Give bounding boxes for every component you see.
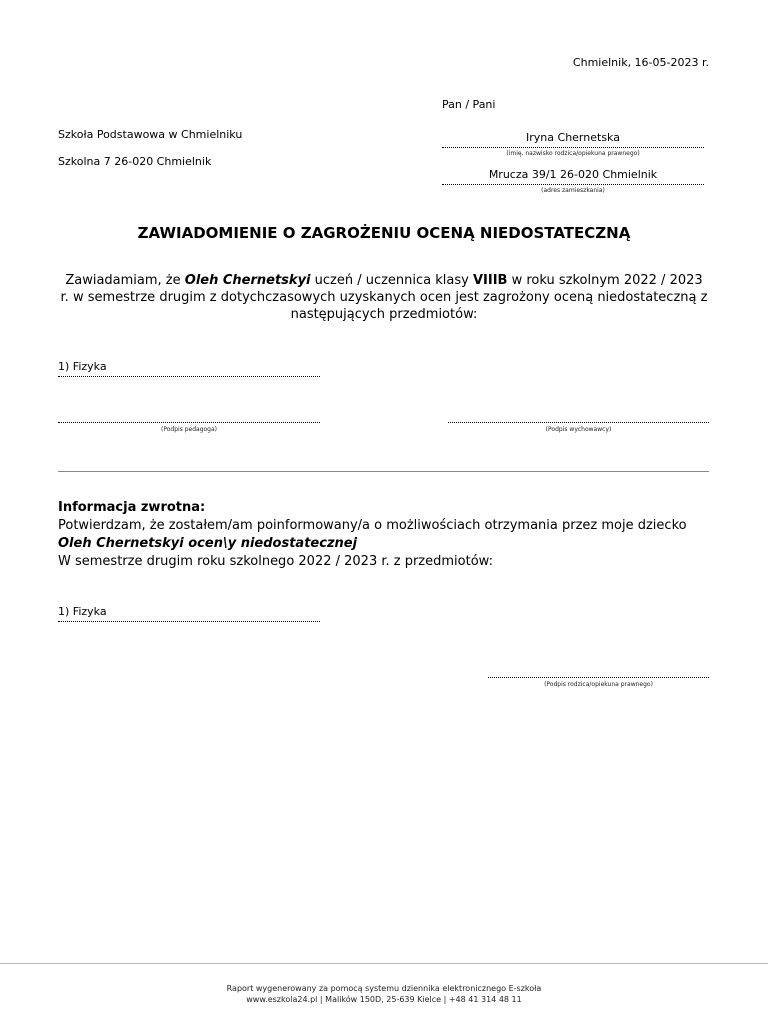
feedback-line-2: W semestrze drugim roku szkolnego 2022 / 2023 r. z przedmiotów: xyxy=(58,554,493,569)
parent-name-block xyxy=(442,131,704,157)
feedback-subject-item xyxy=(58,605,320,622)
teacher-signature-caption: (Podpis pedagoga) xyxy=(160,426,218,433)
feedback-confirmation xyxy=(58,517,709,553)
parent-address-block xyxy=(442,168,704,194)
document-title: ZAWIADOMIENIE O ZAGROŻENIU OCENĄ NIEDOSTATECZNĄ xyxy=(137,224,631,242)
feedback-subject-line xyxy=(58,621,320,622)
homeroom-signature-caption: (Podpis wychowawcy) xyxy=(545,426,612,433)
notice-text-3: w roku szkolnym 2022 / 2023 r. w semestrze drugim z dotychczasowych uzyskanych ocen jest zagrożony oceną niedostateczną z następujących przedmiotów: xyxy=(60,273,708,322)
school-address: Szkolna 7 26-020 Chmielnik xyxy=(58,155,212,168)
parent-signature xyxy=(488,677,709,688)
notice-paragraph xyxy=(60,272,708,323)
feedback-heading: Informacja zwrotna: xyxy=(58,500,206,515)
footer-divider xyxy=(0,963,768,964)
feedback-emphasis: Oleh Chernetskyi ocen\y niedostatecznej xyxy=(58,536,358,551)
subject-line xyxy=(58,376,320,377)
parent-name-line xyxy=(442,147,704,148)
teacher-signature-line xyxy=(58,422,320,423)
parent-address-caption: (adres zamieszkania) xyxy=(541,187,605,194)
homeroom-signature-line xyxy=(448,422,709,423)
feedback-section xyxy=(58,499,709,571)
parent-address-line xyxy=(442,184,704,185)
parent-signature-caption: (Podpis rodzica/opiekuna prawnego) xyxy=(544,681,653,688)
salutation: Pan / Pani xyxy=(442,98,496,111)
parent-signature-line xyxy=(488,677,709,678)
homeroom-signature xyxy=(448,422,709,433)
class-name: VIIIB xyxy=(472,273,508,288)
subject-label: 1) Fizyka xyxy=(58,360,107,373)
section-divider xyxy=(58,471,709,472)
parent-name-caption: (imię, nazwisko rodzica/opiekuna prawnego) xyxy=(506,150,640,157)
parent-address: Mrucza 39/1 26-020 Chmielnik xyxy=(488,168,658,181)
parent-name: Iryna Chernetska xyxy=(526,131,620,144)
place-date: Chmielnik, 16-05-2023 r. xyxy=(572,56,709,69)
feedback-subject-label: 1) Fizyka xyxy=(58,605,107,618)
notice-text-1: Zawiadamiam, że xyxy=(65,273,185,288)
teacher-signature xyxy=(58,422,320,433)
footer-line-1: Raport wygenerowany za pomocą systemu dziennika elektronicznego E-szkoła xyxy=(226,984,542,993)
subject-item xyxy=(58,360,320,377)
footer xyxy=(0,983,768,1005)
student-name: Oleh Chernetskyi xyxy=(184,273,311,288)
notice-text-2: uczeń / uczennica klasy xyxy=(310,273,473,288)
school-name: Szkoła Podstawowa w Chmielniku xyxy=(58,128,243,141)
footer-line-2: www.eszkola24.pl | Malików 150D, 25-639 Kielce | +48 41 314 48 11 xyxy=(246,995,522,1004)
feedback-text-1: Potwierdzam, że zostałem/am poinformowany/a o możliwościach otrzymania przez moje dziecko xyxy=(58,518,687,533)
